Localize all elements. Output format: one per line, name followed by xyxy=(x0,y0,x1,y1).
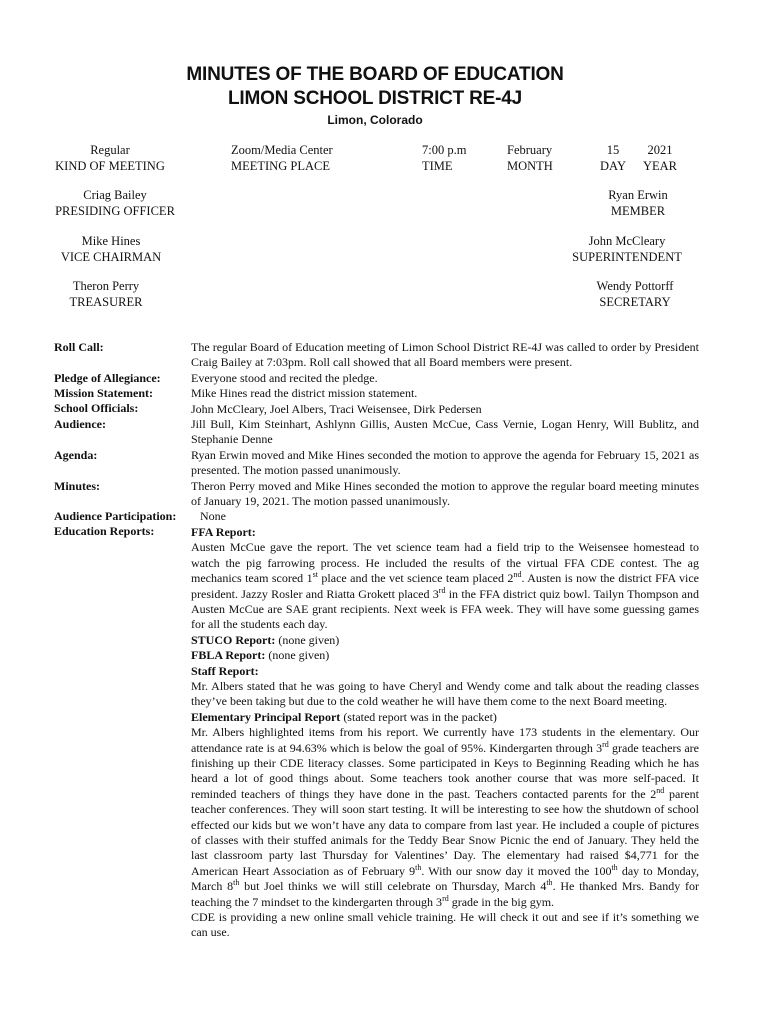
treasurer-title: TREASURER xyxy=(69,295,143,309)
secretary-name: Wendy Pottorff xyxy=(596,279,674,293)
meeting-month xyxy=(507,142,553,174)
label-minutes: Minutes: xyxy=(54,479,100,493)
vice-chairman xyxy=(58,233,164,265)
year-label: YEAR xyxy=(642,159,678,173)
minutes-body xyxy=(191,340,699,941)
place-label: MEETING PLACE xyxy=(231,159,330,173)
member-name: Ryan Erwin xyxy=(608,188,668,202)
vice-name: Mike Hines xyxy=(81,234,141,248)
label-officials: School Officials: xyxy=(54,401,139,415)
fbla-report: FBLA Report: (none given) xyxy=(191,648,330,663)
vice-title: VICE CHAIRMAN xyxy=(60,250,162,264)
presiding-title: PRESIDING OFFICER xyxy=(55,204,175,218)
minutes-text: Theron Perry moved and Mike Hines seconded the motion to approve the regular board meeting minutes of January 19, 2021. The motion passed unanimously. xyxy=(191,478,699,509)
label-audience: Audience: xyxy=(54,417,106,431)
staff-report-text: Mr. Albers stated that he was going to have Cheryl and Wendy come and talk about the reading classes they’ve been taking but due to the cold weather he will have them come to the next Board meeting. xyxy=(191,678,699,709)
kind-of-meeting xyxy=(54,142,166,174)
label-mission: Mission Statement: xyxy=(54,386,153,400)
elem-heading: Elementary Principal Report xyxy=(191,709,341,724)
officials-text: John McCleary, Joel Albers, Traci Weisensee, Dirk Pedersen xyxy=(191,401,482,416)
ffa-heading: FFA Report: xyxy=(191,524,256,539)
super-name: John McCleary xyxy=(588,234,666,248)
elementary-report-text: Mr. Albers highlighted items from his report. We currently have 173 students in the elementary. Our attendance rate is at 94.63% which is below the goal of 95%. Kindergarten through 3rd grade teachers are finishing up their CDE literacy classes. Some participated in Keys to Beginning Reading which he has heard a lot of good things about. Some teachers took another course that was more self-paced. It reminded teachers of things they have done in the past. Teachers contacted parents for the 2nd parent teacher conferences. They will soon start testing. It will be interesting to see how the shutdown of school effected our kids but we won’t have any data to compare from last year. He included a couple of pictures of classes with their stuffed animals for the Teddy Bear Snow Picnic the end of January. They held the last classroom party last Thursday for Valentines’ Day. The elementary had raised $4,771 for the American Heart Association as of February 9th. With our snow day it moved the 100th day to Monday, March 8th but Joel thinks we will still celebrate on Thursday, March 4th. He thanked Mrs. Bandy for teaching the 7 mindset to the kindergarten through 3rd grade in the big gym. xyxy=(191,725,700,909)
staff-heading: Staff Report: xyxy=(191,663,259,678)
audience-participation-text: None xyxy=(200,509,226,524)
fbla-heading: FBLA Report: xyxy=(191,648,266,663)
time-value: 7:00 p.m xyxy=(422,143,467,157)
audience-text: Jill Bull, Kim Steinhart, Ashlynn Gillis, Austen McCue, Cass Vernie, Logan Henry, Will Bublitz, and Stephanie Denne xyxy=(191,417,699,447)
day-value: 15 xyxy=(606,143,620,157)
day-label: DAY xyxy=(600,159,626,173)
mission-text: Mike Hines read the district mission statement. xyxy=(191,386,418,401)
super-title: SUPERINTENDENT xyxy=(572,250,682,264)
label-audience-participation: Audience Participation: xyxy=(54,509,177,523)
agenda-text: Ryan Erwin moved and Mike Hines seconded the motion to approve the agenda for February 15, 2021 as presented. The motion passed unanimously. xyxy=(191,447,699,478)
location: Limon, Colorado xyxy=(327,113,423,127)
stuco-heading: STUCO Report: xyxy=(191,632,276,647)
board-member xyxy=(598,187,678,219)
time-label: TIME xyxy=(422,159,453,173)
meeting-day xyxy=(596,142,630,174)
presiding-name: Criag Bailey xyxy=(83,188,147,202)
pledge-text: Everyone stood and recited the pledge. xyxy=(191,370,378,385)
year-value: 2021 xyxy=(647,143,673,157)
cde-text: CDE is providing a new online small vehicle training. He will check it out and see if it’s something we can use. xyxy=(191,910,699,940)
meeting-place xyxy=(231,142,333,174)
meeting-year xyxy=(641,142,679,174)
label-agenda: Agenda: xyxy=(54,448,98,462)
secretary xyxy=(590,278,680,310)
kind-value: Regular xyxy=(90,143,130,157)
month-label: MONTH xyxy=(507,159,553,173)
meeting-time xyxy=(422,142,466,174)
presiding-officer xyxy=(54,187,176,219)
secretary-title: SECRETARY xyxy=(599,295,671,309)
roll-call-text: The regular Board of Education meeting of Limon School District RE-4J was called to order by President Craig Bailey at 7:03pm. Roll call showed that all Board members were present. xyxy=(191,340,699,370)
superintendent xyxy=(570,233,684,265)
ffa-report-text: Austen McCue gave the report. The vet science team had a field trip to the Weisensee homestead to watch the pig farrowing process. He included the results of the virtual FFA CDE contest. The ag mechanics team scored 1st place and the vet science team placed 2nd. Austen is now the district FFA vice president. Jazzy Rosler and Riatta Grokett placed 3rd in the FFA district quiz bowl. Tailyn Thompson and Austen McCue are SAE grant recipients. Next week is FFA week. They will have some guessing games for all the students each day. xyxy=(191,540,699,632)
label-roll-call: Roll Call: xyxy=(54,340,104,354)
place-value: Zoom/Media Center xyxy=(231,143,333,157)
district-name: LIMON SCHOOL DISTRICT RE-4J xyxy=(227,88,523,109)
kind-label: KIND OF MEETING xyxy=(55,159,165,173)
member-title: MEMBER xyxy=(610,204,666,218)
month-value: February xyxy=(507,143,553,157)
treasurer-name: Theron Perry xyxy=(72,279,140,293)
treasurer xyxy=(64,278,148,310)
document-title: MINUTES OF THE BOARD OF EDUCATION xyxy=(186,64,564,85)
label-pledge: Pledge of Allegiance: xyxy=(54,371,161,385)
stuco-report: STUCO Report: (none given) xyxy=(191,632,340,647)
elementary-report-heading: Elementary Principal Report (stated report was in the packet) xyxy=(191,709,497,724)
label-education-reports: Education Reports: xyxy=(54,524,155,538)
